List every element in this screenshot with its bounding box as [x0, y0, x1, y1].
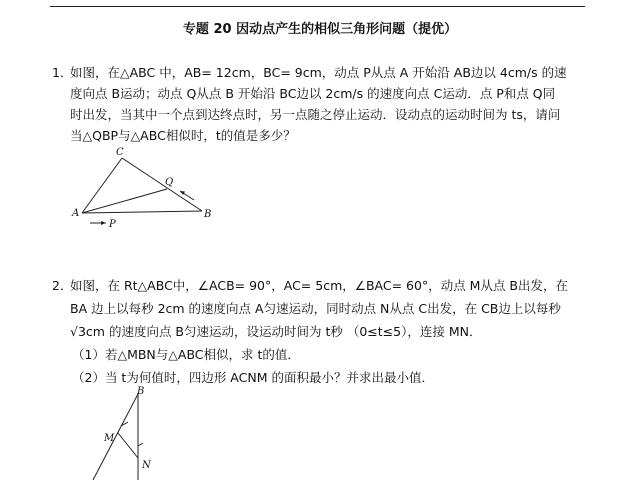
problem-2-line-2: BA 边上以每秒 2cm 的速度向点 A匀速运动，同时动点 N从点 C出发，在 CB边上以每秒	[70, 301, 561, 316]
label-m: M	[104, 433, 115, 444]
label-b2: B	[137, 386, 145, 397]
top-rule	[50, 6, 585, 7]
label-a: A	[72, 208, 80, 219]
problem-1-line-2: 度向点 B运动；动点 Q从点 B 开始沿 BC边以 2cm/s 的速度向点 C运动．点 P和点 Q同	[70, 86, 556, 101]
side-ab	[82, 211, 202, 213]
side-cb	[122, 158, 202, 211]
problem-2-line-3: √3cm 的速度向点 B匀速运动，设运动时间为 t秒 （0≤t≤5），连接 MN．	[70, 324, 482, 339]
problem-2-line-1: 如图，在 Rt△ABC中，∠ACB= 90°，AC= 5cm，∠BAC= 60°，动点 M从点 B出发，在	[70, 278, 569, 293]
label-p: P	[109, 219, 116, 230]
problem-2-figure	[85, 386, 165, 480]
label-b: B	[204, 209, 212, 220]
side-ac	[82, 158, 122, 213]
arrow-p-head	[101, 221, 106, 225]
problem-2-sub-1: （1）若△MBN与△ABC相似，求 t的值．	[72, 347, 300, 362]
label-n: N	[142, 460, 151, 471]
problem-1-figure	[64, 145, 224, 235]
segment-mn	[118, 433, 138, 458]
problem-2-sub-2: （2）当 t为何值时，四边形 ACNM 的面积最小？并求出最小值．	[72, 370, 434, 385]
problem-1-line-3: 时出发，当其中一个点到达终点时，另一点随之停止运动．设动点的运动时间为 ts，请问	[70, 107, 561, 122]
label-q: Q	[165, 177, 174, 188]
tick-arrow-n	[138, 443, 143, 446]
problem-1-line-1: 如图，在△ABC 中，AB= 12cm，BC= 9cm，动点 P从点 A 开始沿 AB边以 4cm/s 的速	[70, 65, 567, 80]
side-ba	[93, 394, 138, 480]
label-c: C	[116, 147, 124, 158]
page-title: 专题 20 因动点产生的相似三角形问题（提优）	[182, 22, 458, 37]
segment-aq	[82, 189, 167, 213]
problem-1-line-4: 当△QBP与△ABC相似时，t的值是多少？	[70, 128, 296, 143]
arrow-q-head	[180, 191, 185, 195]
problem-2-number: 2．	[52, 278, 73, 293]
problem-1-number: 1．	[52, 65, 73, 80]
